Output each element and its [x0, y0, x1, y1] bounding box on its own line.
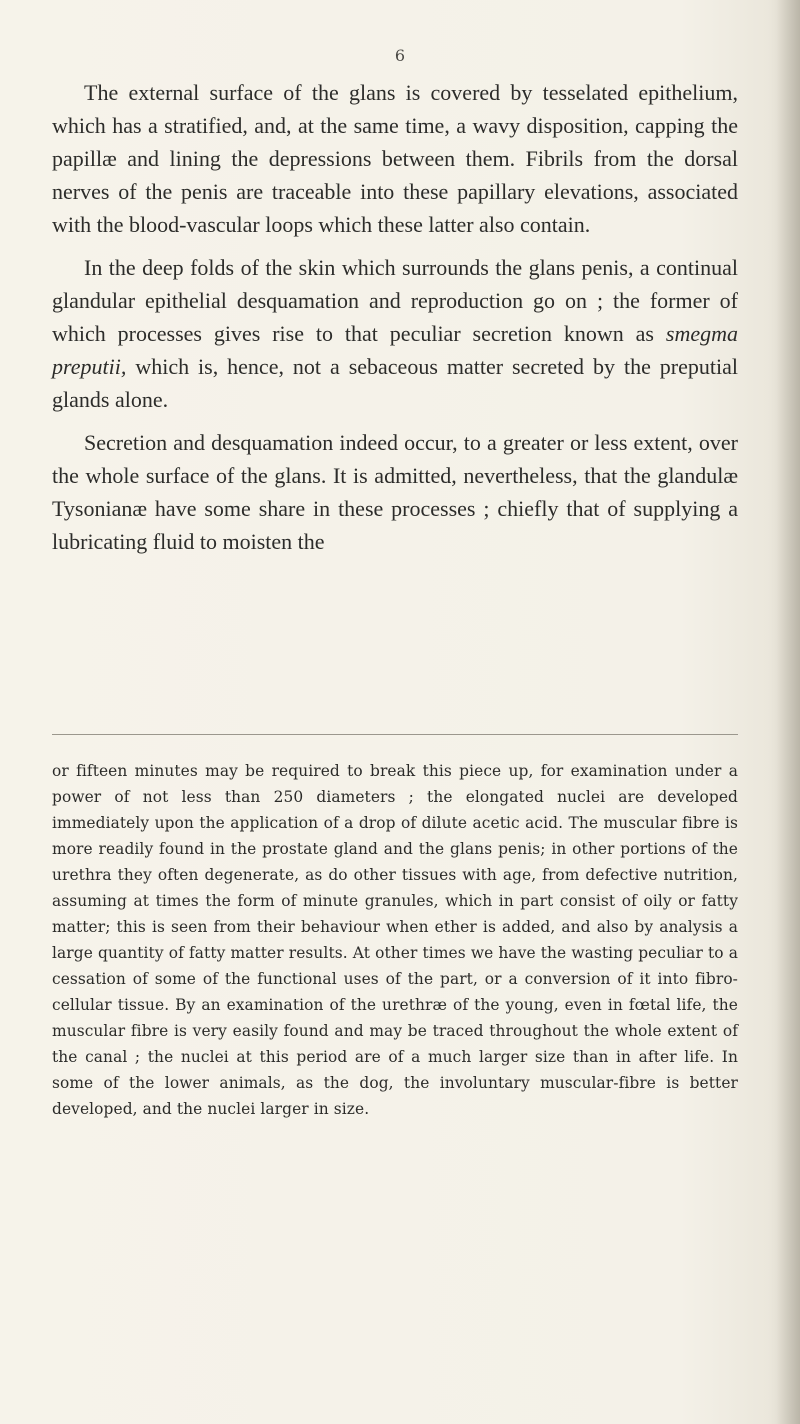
page-number: 6 — [394, 46, 406, 65]
paragraph-3: Secretion and desquamation indeed occur, to a greater or less extent, over the whole surface of the glans. It is admitted, nevertheless, that the glandulæ Tysonianæ have some share in these processes ; chiefly that of supplying a lubricating fluid to moisten the — [52, 430, 738, 554]
footnote — [52, 758, 738, 1122]
paragraph-1: The external surface of the glans is covered by tesselated epithelium, which has a stratified, and, at the same time, a wavy disposition, capping the papillæ and lining the depressions between them. Fibrils from the dorsal nerves of the penis are traceable into these papillary elevations, associated with the blood-vascular loops which these latter also contain. — [52, 80, 738, 237]
paragraph-2-before-italic: In the deep folds of the skin which surrounds the glans penis, a continual glandular epithelial desquamation and reproduction go on ; the former of which processes gives rise to that peculiar secretion known as — [52, 255, 738, 346]
page-edge-shadow — [776, 0, 800, 1424]
main-text — [52, 76, 738, 558]
footnote-divider — [52, 734, 738, 735]
smegma-preputii-term: smegma preputii, — [52, 321, 738, 379]
paragraph-2-after-italic: which is, hence, not a sebaceous matter secreted by the preputial glands alone. — [52, 354, 738, 412]
paragraph-2 — [52, 251, 738, 416]
footnote-text: or fifteen minutes may be required to break this piece up, for examination under a power of not less than 250 diameters ; the elongated nuclei are developed immediately upon the application of a drop of dilute acetic acid. The muscular fibre is more readily found in the prostate gland and the glans penis; in other portions of the urethra they often degenerate, as do other tissues with age, from defective nutrition, assuming at times the form of minute granules, which in part consist of oily or fatty matter; this is seen from their behaviour when ether is added, and also by analysis a large quantity of fatty matter results. At other times we have the wasting peculiar to a cessation of some of the functional uses of the part, or a conversion of it into fibro-cellular tissue. By an examination of the urethræ of the young, even in fœtal life, the muscular fibre is very easily found and may be traced throughout the whole extent of the canal ; the nuclei at this period are of a much larger size than in after life. In some of the lower animals, as the dog, the involuntary muscular-fibre is better developed, and the nuclei larger in size. — [52, 762, 738, 1118]
